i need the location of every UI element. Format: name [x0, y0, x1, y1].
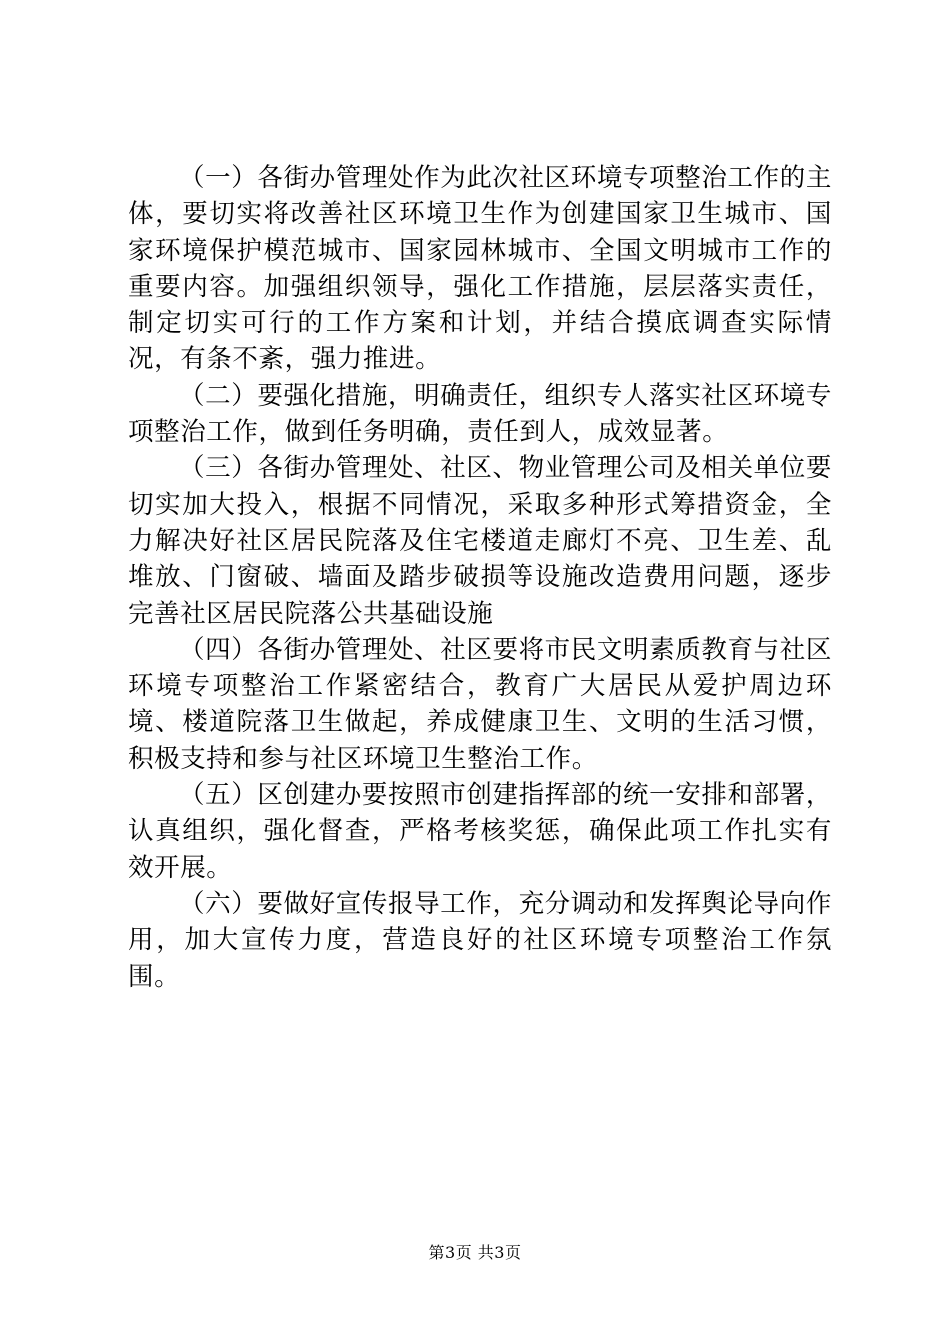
paragraph-3: （三）各街办管理处、社区、物业管理公司及相关单位要切实加大投入，根据不同情况，采取多种形式筹措资金，全力解决好社区居民院落及住宅楼道走廊灯不亮、卫生差、乱堆放、门窗破、墙面及踏步破损等设施改造费用问题，逐步完善社区居民院落公共基础设施: [128, 453, 832, 629]
paragraph-1: （一）各街办管理处作为此次社区环境专项整治工作的主体，要切实将改善社区环境卫生作为创建国家卫生城市、国家环境保护模范城市、国家园林城市、全国文明城市工作的重要内容。加强组织领导，强化工作措施，层层落实责任，制定切实可行的工作方案和计划，并结合摸底调查实际情况，有条不紊，强力推进。: [128, 163, 832, 375]
paragraph-4: （四）各街办管理处、社区要将市民文明素质教育与社区环境专项整治工作紧密结合，教育广大居民从爱护周边环境、楼道院落卫生做起，养成健康卫生、文明的生活习惯，积极支持和参与社区环境卫生整治工作。: [128, 634, 832, 774]
paragraph-2: （二）要强化措施，明确责任，组织专人落实社区环境专项整治工作，做到任务明确，责任到人，成效显著。: [128, 380, 832, 448]
paragraph-5: （五）区创建办要按照市创建指挥部的统一安排和部署，认真组织，强化督查，严格考核奖惩，确保此项工作扎实有效开展。: [128, 780, 832, 883]
paragraph-6: （六）要做好宣传报导工作，充分调动和发挥舆论导向作用，加大宣传力度，营造良好的社区环境专项整治工作氛围。: [128, 888, 832, 992]
document-body: [128, 160, 832, 995]
page-number-footer: 第3页 共3页: [428, 1243, 522, 1262]
